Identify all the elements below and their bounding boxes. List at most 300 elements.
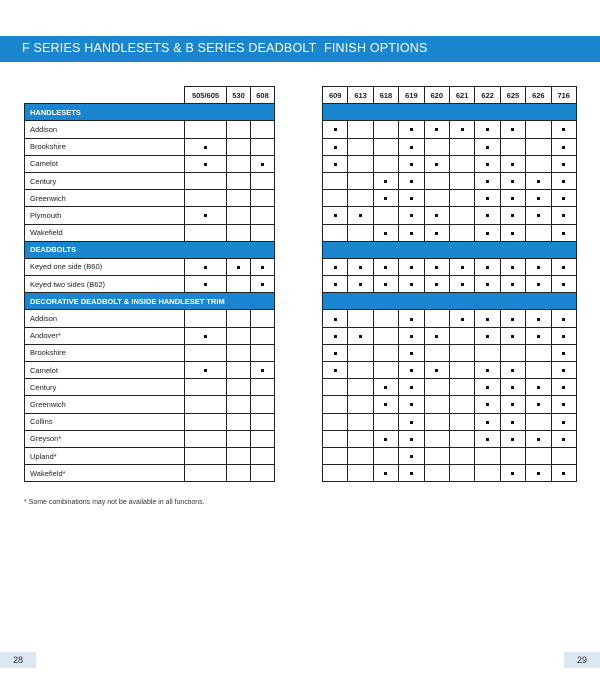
availability-cell-empty xyxy=(449,207,474,224)
availability-dot xyxy=(537,403,540,406)
availability-cell-available xyxy=(526,430,551,447)
availability-dot xyxy=(511,214,514,217)
availability-cell-empty xyxy=(424,430,449,447)
availability-cell-available xyxy=(399,155,424,172)
availability-cell-empty xyxy=(449,172,474,189)
column-header: 613 xyxy=(348,87,373,104)
availability-cell-empty xyxy=(227,362,251,379)
availability-cell-available xyxy=(500,155,525,172)
availability-dot xyxy=(562,352,565,355)
availability-cell-available xyxy=(475,310,500,327)
availability-dot xyxy=(511,163,514,166)
availability-cell-empty xyxy=(251,207,275,224)
availability-cell-available xyxy=(500,172,525,189)
availability-cell-available xyxy=(526,327,551,344)
column-header: 609 xyxy=(323,87,348,104)
availability-cell-available xyxy=(500,379,525,396)
availability-cell-available xyxy=(399,344,424,361)
availability-dot xyxy=(511,232,514,235)
availability-cell-empty xyxy=(323,396,348,413)
availability-dot xyxy=(334,318,337,321)
availability-dot xyxy=(384,283,387,286)
availability-dot xyxy=(511,180,514,183)
availability-cell-available xyxy=(373,172,398,189)
availability-cell-empty xyxy=(373,138,398,155)
availability-cell-empty xyxy=(526,362,551,379)
availability-cell-empty xyxy=(424,396,449,413)
availability-cell-available xyxy=(399,465,424,482)
product-name: Century xyxy=(25,172,185,189)
footnote: * Some combinations may not be available in all functions. xyxy=(24,499,205,506)
table-row xyxy=(25,258,275,275)
availability-dot xyxy=(486,128,489,131)
availability-cell-empty xyxy=(323,379,348,396)
availability-cell-available xyxy=(424,276,449,293)
availability-cell-available xyxy=(500,362,525,379)
table-row xyxy=(25,430,275,447)
availability-cell-available xyxy=(551,258,576,275)
column-header: 622 xyxy=(475,87,500,104)
availability-dot xyxy=(562,197,565,200)
availability-cell-empty xyxy=(449,344,474,361)
column-header: 716 xyxy=(551,87,576,104)
table-row xyxy=(25,224,275,241)
availability-cell-available xyxy=(551,379,576,396)
availability-dot xyxy=(410,128,413,131)
availability-dot xyxy=(334,163,337,166)
availability-cell-available xyxy=(424,155,449,172)
availability-cell-available xyxy=(323,207,348,224)
availability-cell-available xyxy=(348,276,373,293)
availability-cell-empty xyxy=(227,413,251,430)
availability-dot xyxy=(384,180,387,183)
table-row xyxy=(323,310,577,327)
availability-cell-empty xyxy=(323,190,348,207)
availability-cell-empty xyxy=(227,207,251,224)
availability-cell-available xyxy=(323,276,348,293)
availability-cell-empty xyxy=(251,344,275,361)
availability-dot xyxy=(486,214,489,217)
availability-cell-empty xyxy=(449,327,474,344)
availability-cell-available xyxy=(251,155,275,172)
availability-cell-empty xyxy=(449,430,474,447)
table-row xyxy=(25,396,275,413)
availability-cell-available xyxy=(399,379,424,396)
availability-dot xyxy=(410,352,413,355)
availability-cell-available xyxy=(551,172,576,189)
availability-dot xyxy=(537,438,540,441)
availability-dot xyxy=(562,421,565,424)
availability-cell-available xyxy=(500,121,525,138)
availability-cell-available xyxy=(449,310,474,327)
product-name: Collins xyxy=(25,413,185,430)
availability-cell-available xyxy=(475,430,500,447)
availability-dot xyxy=(537,335,540,338)
availability-cell-empty xyxy=(227,138,251,155)
column-header: 620 xyxy=(424,87,449,104)
availability-cell-available xyxy=(500,396,525,413)
availability-dot xyxy=(461,283,464,286)
availability-dot xyxy=(486,421,489,424)
availability-dot xyxy=(410,232,413,235)
section-header-row xyxy=(323,241,577,258)
availability-dot xyxy=(562,403,565,406)
availability-dot xyxy=(410,214,413,217)
table-header-row xyxy=(25,87,275,104)
availability-dot xyxy=(486,403,489,406)
availability-cell-available xyxy=(526,276,551,293)
availability-cell-empty xyxy=(449,155,474,172)
availability-dot xyxy=(537,214,540,217)
availability-cell-empty xyxy=(424,447,449,464)
availability-cell-available xyxy=(323,121,348,138)
section-band xyxy=(323,241,577,258)
product-name: Greyson* xyxy=(25,430,185,447)
table-row xyxy=(323,258,577,275)
table-row xyxy=(25,207,275,224)
availability-cell-empty xyxy=(424,379,449,396)
product-name: Keyed one side (B60) xyxy=(25,258,185,275)
availability-cell-empty xyxy=(373,413,398,430)
availability-cell-empty xyxy=(348,344,373,361)
availability-cell-empty xyxy=(227,224,251,241)
availability-cell-available xyxy=(475,258,500,275)
availability-cell-empty xyxy=(185,413,227,430)
table-row xyxy=(25,121,275,138)
availability-cell-available xyxy=(185,327,227,344)
availability-cell-available xyxy=(399,224,424,241)
availability-cell-empty xyxy=(251,465,275,482)
availability-cell-empty xyxy=(185,344,227,361)
table-row xyxy=(323,276,577,293)
column-header: 625 xyxy=(500,87,525,104)
column-header: 530 xyxy=(227,87,251,104)
availability-dot xyxy=(562,318,565,321)
availability-dot xyxy=(261,163,264,166)
availability-cell-empty xyxy=(475,447,500,464)
availability-cell-available xyxy=(251,276,275,293)
table-row xyxy=(323,172,577,189)
table-row xyxy=(323,362,577,379)
availability-dot xyxy=(435,369,438,372)
availability-dot xyxy=(461,266,464,269)
availability-cell-empty xyxy=(227,396,251,413)
availability-dot xyxy=(384,266,387,269)
availability-dot xyxy=(410,318,413,321)
availability-cell-empty xyxy=(449,465,474,482)
section-band xyxy=(323,293,577,310)
availability-cell-empty xyxy=(348,396,373,413)
availability-cell-empty xyxy=(251,224,275,241)
availability-dot xyxy=(562,472,565,475)
table-row xyxy=(323,465,577,482)
column-header: 621 xyxy=(449,87,474,104)
availability-cell-empty xyxy=(475,465,500,482)
availability-cell-available xyxy=(475,190,500,207)
product-name: Brookshire xyxy=(25,344,185,361)
availability-cell-empty xyxy=(227,344,251,361)
availability-dot xyxy=(204,146,207,149)
availability-dot xyxy=(537,283,540,286)
availability-cell-empty xyxy=(500,447,525,464)
availability-cell-available xyxy=(373,396,398,413)
table-row xyxy=(25,327,275,344)
table-row xyxy=(25,447,275,464)
series-table xyxy=(24,86,275,482)
availability-cell-empty xyxy=(185,224,227,241)
table-row xyxy=(323,344,577,361)
product-name: Addison xyxy=(25,121,185,138)
availability-cell-available xyxy=(373,465,398,482)
availability-cell-empty xyxy=(323,224,348,241)
availability-cell-available xyxy=(551,430,576,447)
availability-cell-available xyxy=(373,190,398,207)
availability-cell-available xyxy=(323,138,348,155)
availability-cell-empty xyxy=(551,447,576,464)
availability-cell-empty xyxy=(251,430,275,447)
table-row xyxy=(25,413,275,430)
availability-dot xyxy=(562,180,565,183)
availability-cell-empty xyxy=(424,344,449,361)
availability-dot xyxy=(384,232,387,235)
availability-cell-empty xyxy=(449,396,474,413)
availability-dot xyxy=(384,472,387,475)
table-row xyxy=(323,430,577,447)
availability-cell-empty xyxy=(348,155,373,172)
availability-cell-empty xyxy=(348,465,373,482)
availability-cell-empty xyxy=(348,138,373,155)
availability-cell-available xyxy=(475,276,500,293)
availability-dot xyxy=(486,386,489,389)
availability-cell-empty xyxy=(424,138,449,155)
availability-cell-available xyxy=(185,138,227,155)
availability-cell-available xyxy=(475,362,500,379)
availability-dot xyxy=(359,283,362,286)
availability-cell-available xyxy=(399,121,424,138)
availability-cell-available xyxy=(449,258,474,275)
product-name: Upland* xyxy=(25,447,185,464)
availability-dot xyxy=(261,369,264,372)
availability-cell-empty xyxy=(373,362,398,379)
availability-cell-empty xyxy=(348,190,373,207)
availability-cell-available xyxy=(424,258,449,275)
availability-cell-empty xyxy=(348,172,373,189)
column-header: 608 xyxy=(251,87,275,104)
page-title-left: F SERIES HANDLESETS & B SERIES DEADBOLT xyxy=(22,41,317,55)
table-row xyxy=(25,190,275,207)
availability-dot xyxy=(334,266,337,269)
availability-cell-empty xyxy=(185,172,227,189)
availability-cell-available xyxy=(424,121,449,138)
availability-cell-available xyxy=(551,207,576,224)
availability-cell-available xyxy=(424,207,449,224)
availability-cell-available xyxy=(323,258,348,275)
availability-cell-available xyxy=(551,155,576,172)
header-banner xyxy=(0,36,600,62)
availability-dot xyxy=(562,369,565,372)
table-row xyxy=(25,276,275,293)
table-row xyxy=(323,155,577,172)
availability-dot xyxy=(410,421,413,424)
availability-dot xyxy=(334,146,337,149)
availability-cell-available xyxy=(475,207,500,224)
column-header: 619 xyxy=(399,87,424,104)
column-header: 626 xyxy=(526,87,551,104)
availability-cell-empty xyxy=(185,465,227,482)
availability-cell-available xyxy=(399,310,424,327)
table-row xyxy=(323,379,577,396)
availability-cell-empty xyxy=(424,310,449,327)
table-row xyxy=(323,224,577,241)
product-name: Century xyxy=(25,379,185,396)
availability-cell-available xyxy=(227,258,251,275)
section-header-row xyxy=(323,104,577,121)
product-name: Wakefield* xyxy=(25,465,185,482)
availability-dot xyxy=(435,335,438,338)
availability-dot xyxy=(410,403,413,406)
availability-dot xyxy=(410,146,413,149)
availability-cell-available xyxy=(323,155,348,172)
availability-dot xyxy=(486,438,489,441)
header-blank-cell xyxy=(25,87,185,104)
availability-cell-empty xyxy=(323,430,348,447)
availability-cell-empty xyxy=(251,121,275,138)
table-row xyxy=(323,413,577,430)
availability-cell-available xyxy=(500,465,525,482)
availability-dot xyxy=(537,472,540,475)
availability-cell-available xyxy=(475,224,500,241)
availability-dot xyxy=(486,180,489,183)
availability-dot xyxy=(204,283,207,286)
availability-dot xyxy=(334,352,337,355)
availability-dot xyxy=(486,232,489,235)
availability-dot xyxy=(486,197,489,200)
section-header-row xyxy=(25,293,275,310)
section-title: HANDLESETS xyxy=(25,104,275,121)
availability-dot xyxy=(562,146,565,149)
availability-dot xyxy=(562,128,565,131)
availability-cell-empty xyxy=(227,121,251,138)
availability-cell-empty xyxy=(251,327,275,344)
availability-dot xyxy=(537,318,540,321)
availability-cell-empty xyxy=(526,344,551,361)
availability-cell-empty xyxy=(424,172,449,189)
availability-cell-empty xyxy=(449,447,474,464)
table-row xyxy=(323,121,577,138)
availability-cell-available xyxy=(323,310,348,327)
availability-dot xyxy=(384,403,387,406)
availability-cell-available xyxy=(526,172,551,189)
availability-cell-empty xyxy=(227,327,251,344)
availability-cell-available xyxy=(475,327,500,344)
availability-cell-empty xyxy=(251,190,275,207)
availability-cell-available xyxy=(373,276,398,293)
availability-cell-available xyxy=(526,258,551,275)
page-title-right: FINISH OPTIONS xyxy=(324,41,428,55)
availability-dot xyxy=(435,283,438,286)
product-name: Plymouth xyxy=(25,207,185,224)
availability-cell-available xyxy=(399,172,424,189)
table-row xyxy=(25,155,275,172)
availability-dot xyxy=(511,472,514,475)
availability-dot xyxy=(537,266,540,269)
availability-cell-available xyxy=(185,362,227,379)
availability-cell-empty xyxy=(348,362,373,379)
availability-cell-empty xyxy=(449,224,474,241)
availability-cell-empty xyxy=(526,224,551,241)
table-row xyxy=(25,344,275,361)
availability-cell-empty xyxy=(227,310,251,327)
availability-cell-empty xyxy=(251,447,275,464)
availability-cell-available xyxy=(185,155,227,172)
availability-cell-empty xyxy=(449,138,474,155)
availability-dot xyxy=(435,266,438,269)
availability-cell-empty xyxy=(424,465,449,482)
availability-dot xyxy=(204,214,207,217)
availability-dot xyxy=(562,438,565,441)
table-row xyxy=(25,310,275,327)
availability-cell-empty xyxy=(449,190,474,207)
availability-cell-available xyxy=(475,138,500,155)
availability-cell-available xyxy=(399,447,424,464)
availability-dot xyxy=(562,214,565,217)
availability-dot xyxy=(511,197,514,200)
availability-cell-available xyxy=(185,258,227,275)
availability-cell-empty xyxy=(373,207,398,224)
availability-dot xyxy=(562,335,565,338)
availability-cell-available xyxy=(500,327,525,344)
product-name: Andover* xyxy=(25,327,185,344)
availability-cell-empty xyxy=(475,344,500,361)
availability-cell-available xyxy=(551,413,576,430)
availability-cell-empty xyxy=(348,379,373,396)
availability-cell-available xyxy=(399,138,424,155)
availability-dot xyxy=(410,335,413,338)
availability-cell-empty xyxy=(373,447,398,464)
availability-cell-available xyxy=(323,344,348,361)
availability-cell-available xyxy=(399,396,424,413)
availability-cell-empty xyxy=(185,430,227,447)
availability-cell-available xyxy=(475,413,500,430)
availability-dot xyxy=(511,335,514,338)
table-row xyxy=(323,447,577,464)
availability-cell-available xyxy=(475,379,500,396)
availability-dot xyxy=(511,438,514,441)
availability-cell-available xyxy=(500,190,525,207)
availability-cell-empty xyxy=(449,413,474,430)
availability-dot xyxy=(486,266,489,269)
availability-dot xyxy=(562,266,565,269)
availability-cell-empty xyxy=(227,276,251,293)
availability-dot xyxy=(486,335,489,338)
table-row xyxy=(25,138,275,155)
availability-dot xyxy=(359,335,362,338)
availability-dot xyxy=(410,180,413,183)
availability-dot xyxy=(359,266,362,269)
availability-cell-available xyxy=(475,121,500,138)
availability-cell-empty xyxy=(185,190,227,207)
availability-cell-available xyxy=(500,430,525,447)
availability-dot xyxy=(435,128,438,131)
availability-cell-empty xyxy=(185,379,227,396)
table-row xyxy=(25,362,275,379)
availability-dot xyxy=(204,335,207,338)
availability-dot xyxy=(511,386,514,389)
availability-cell-available xyxy=(551,121,576,138)
table-row xyxy=(323,138,577,155)
availability-dot xyxy=(261,266,264,269)
availability-cell-empty xyxy=(323,172,348,189)
